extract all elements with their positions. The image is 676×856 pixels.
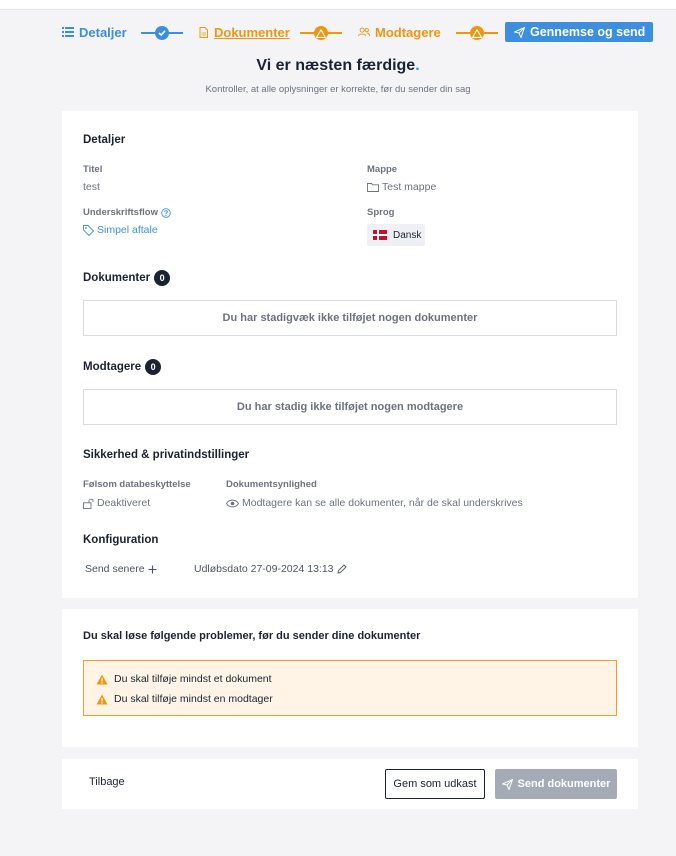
expiry-date[interactable] <box>194 563 350 575</box>
issues-alert <box>83 660 617 716</box>
page-title-dot: . <box>415 57 420 74</box>
folder-label: Mappe <box>367 164 398 175</box>
top-bar <box>0 0 676 10</box>
folder-value-text: Test mappe <box>382 181 437 193</box>
folder-icon <box>367 183 379 192</box>
issues-heading: Du skal løse følgende problemer, før du sender dine dokumenter <box>83 630 421 642</box>
page-title <box>0 57 676 75</box>
list-icon <box>62 26 74 38</box>
save-draft-button[interactable]: Gem som udkast <box>385 769 485 799</box>
help-icon[interactable] <box>161 208 171 218</box>
step-details[interactable] <box>62 22 127 42</box>
issue-item <box>96 689 616 709</box>
sensitive-data-value-text: Deaktiveret <box>97 497 151 509</box>
title-label: Titel <box>83 164 103 175</box>
issues-card <box>62 609 638 747</box>
configuration-heading: Konfiguration <box>83 534 159 546</box>
documents-count-badge: 0 <box>154 270 170 286</box>
recipients-heading-text: Modtagere <box>83 361 142 373</box>
step-review-send[interactable] <box>505 22 653 42</box>
expiry-date-text: Udløbsdato 27-09-2024 13:13 <box>194 563 334 575</box>
language-value: Dansk <box>393 229 422 241</box>
documents-heading <box>83 270 170 286</box>
step-documents-label: Dokumenter <box>214 24 290 40</box>
issue-text: Du skal tilføje mindst et dokument <box>114 673 272 685</box>
issue-text: Du skal tilføje mindst en modtager <box>114 693 273 705</box>
page-title-text: Vi er næsten færdige <box>256 57 416 74</box>
page-subtitle: Kontroller, at alle oplysninger er korrekte, før du sender din sag <box>205 84 471 95</box>
step-recipients[interactable] <box>358 22 441 42</box>
send-icon <box>513 26 525 38</box>
step-review-label: Gennemse og send <box>530 25 646 39</box>
stepper <box>0 20 676 44</box>
send-documents-label: Send dokumenter <box>517 778 611 790</box>
documents-heading-text: Dokumenter <box>83 272 151 284</box>
send-icon <box>502 779 513 790</box>
folder-value[interactable] <box>367 181 436 193</box>
visibility-value <box>226 497 523 509</box>
signature-flow-value[interactable] <box>83 224 158 236</box>
back-button[interactable]: Tilbage <box>89 776 125 788</box>
security-heading: Sikkerhed & privatindstillinger <box>83 449 250 461</box>
warning-icon <box>470 26 484 40</box>
footer-bar <box>62 759 638 809</box>
title-value: test <box>83 181 100 193</box>
danish-flag-icon <box>373 230 387 240</box>
details-heading: Detaljer <box>83 134 126 146</box>
step-recipients-label: Modtagere <box>375 24 441 40</box>
language-label: Sprog <box>367 207 395 218</box>
users-icon <box>358 26 370 38</box>
warning-icon <box>96 674 108 685</box>
language-chip <box>367 224 425 246</box>
step-documents[interactable] <box>197 22 290 42</box>
step-details-label: Detaljer <box>79 24 127 40</box>
recipients-heading <box>83 359 161 375</box>
check-icon <box>155 26 169 40</box>
sensitive-data-value <box>83 497 150 509</box>
document-icon <box>197 26 209 38</box>
issue-item <box>96 669 616 689</box>
send-later-label: Send senere <box>85 563 145 575</box>
signature-flow-label-text: Underskriftsflow <box>83 207 158 218</box>
visibility-label: Dokumentsynlighed <box>226 479 317 490</box>
warning-icon <box>96 694 108 705</box>
summary-card <box>62 111 638 598</box>
warning-icon <box>314 26 328 40</box>
sensitive-data-label: Følsom databeskyttelse <box>83 479 191 490</box>
send-documents-button[interactable] <box>495 769 617 799</box>
documents-empty-state: Du har stadigvæk ikke tilføjet nogen dokumenter <box>83 300 617 336</box>
signature-flow-value-text: Simpel aftale <box>97 224 158 236</box>
tag-icon <box>83 225 94 236</box>
pencil-icon <box>337 564 347 574</box>
send-later-button[interactable] <box>85 563 160 575</box>
plus-icon <box>148 565 157 574</box>
visibility-value-text: Modtagere kan se alle dokumenter, når de skal underskrives <box>242 497 523 509</box>
eye-icon <box>226 499 239 508</box>
unlock-icon <box>83 498 94 509</box>
recipients-empty-state: Du har stadig ikke tilføjet nogen modtagere <box>83 389 617 425</box>
signature-flow-label <box>83 207 174 218</box>
recipients-count-badge: 0 <box>145 359 161 375</box>
